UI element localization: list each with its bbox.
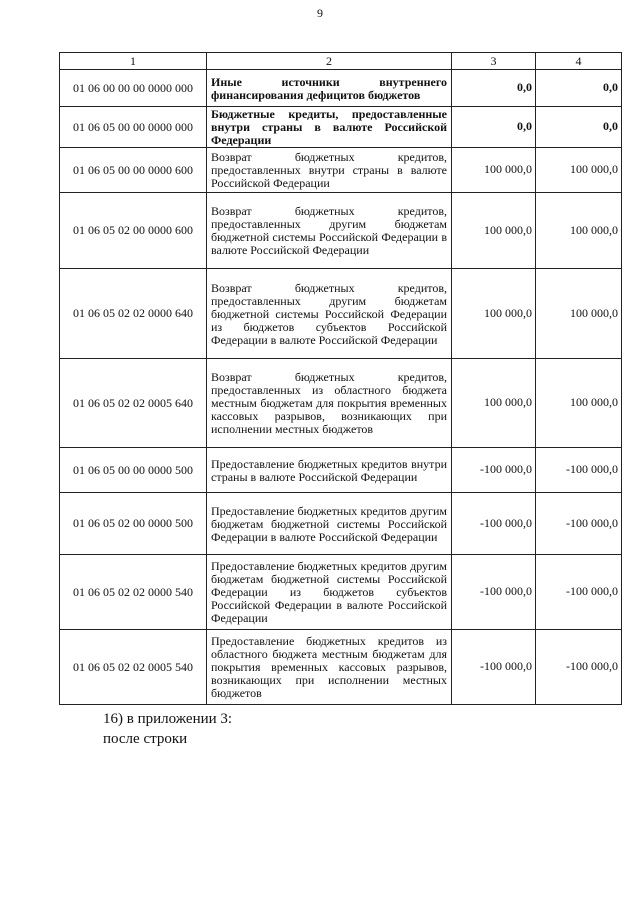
budget-code-cell: 01 06 05 00 00 0000 500 xyxy=(60,448,207,493)
amount-col4-cell: 0,0 xyxy=(536,107,622,148)
table-row xyxy=(60,630,622,705)
table-header-row xyxy=(60,53,622,70)
column-header-4: 4 xyxy=(536,53,622,70)
amount-col3-cell: -100 000,0 xyxy=(452,448,536,493)
column-header-2: 2 xyxy=(207,53,452,70)
source-name-cell: Возврат бюджетных кредитов, предоставленных из областного бюджета местным бюджетам для покрытия временных кассовых разрывов, возникающих при исполнении местных бюджетов xyxy=(207,359,452,448)
table-row xyxy=(60,148,622,193)
source-name-cell: Предоставление бюджетных кредитов другим бюджетам бюджетной системы Российской Федерации в валюте Российской Федерации xyxy=(207,493,452,555)
table-row xyxy=(60,493,622,555)
table-row xyxy=(60,448,622,493)
amount-col4-cell: 100 000,0 xyxy=(536,269,622,359)
amendment-item-label: 16) в приложении 3: xyxy=(103,711,233,727)
amount-col4-cell: -100 000,0 xyxy=(536,630,622,705)
amount-col3-cell: 100 000,0 xyxy=(452,359,536,448)
budget-code-cell: 01 06 05 02 02 0005 540 xyxy=(60,630,207,705)
amount-col4-cell: 100 000,0 xyxy=(536,193,622,269)
amount-col3-cell: -100 000,0 xyxy=(452,555,536,630)
amount-col3-cell: 100 000,0 xyxy=(452,193,536,269)
amount-col4-cell: -100 000,0 xyxy=(536,493,622,555)
amount-col4-cell: -100 000,0 xyxy=(536,448,622,493)
budget-code-cell: 01 06 00 00 00 0000 000 xyxy=(60,70,207,107)
amendment-after-row-text: после строки xyxy=(103,731,188,747)
source-name-cell: Возврат бюджетных кредитов, предоставленных другим бюджетам бюджетной системы Российской Федерации в валюте Российской Федерации xyxy=(207,193,452,269)
source-name-cell: Предоставление бюджетных кредитов другим бюджетам бюджетной системы Российской Федерации из бюджетов субъектов Российской Федерации в валюте Российской Федерации xyxy=(207,555,452,630)
source-name-cell: Предоставление бюджетных кредитов внутри страны в валюте Российской Федерации xyxy=(207,448,452,493)
table-row xyxy=(60,555,622,630)
budget-code-cell: 01 06 05 02 00 0000 500 xyxy=(60,493,207,555)
column-header-3: 3 xyxy=(452,53,536,70)
amount-col4-cell: 0,0 xyxy=(536,70,622,107)
source-name-cell: Предоставление бюджетных кредитов из областного бюджета местным бюджетам для покрытия временных кассовых разрывов, возникающих при исполнении местных бюджетов xyxy=(207,630,452,705)
amount-col3-cell: -100 000,0 xyxy=(452,493,536,555)
amount-col4-cell: 100 000,0 xyxy=(536,359,622,448)
table-row xyxy=(60,359,622,448)
budget-code-cell: 01 06 05 00 00 0000 600 xyxy=(60,148,207,193)
amount-col3-cell: 100 000,0 xyxy=(452,148,536,193)
budget-table xyxy=(59,52,622,705)
amount-col4-cell: -100 000,0 xyxy=(536,555,622,630)
budget-code-cell: 01 06 05 00 00 0000 000 xyxy=(60,107,207,148)
table-row xyxy=(60,193,622,269)
source-name-cell: Бюджетные кредиты, предоставленные внутри страны в валюте Российской Федерации xyxy=(207,107,452,148)
page-number: 9 xyxy=(317,6,323,20)
budget-code-cell: 01 06 05 02 02 0000 640 xyxy=(60,269,207,359)
amount-col3-cell: 0,0 xyxy=(452,107,536,148)
budget-code-cell: 01 06 05 02 02 0000 540 xyxy=(60,555,207,630)
source-name-cell: Иные источники внутреннего финансирования дефицитов бюджетов xyxy=(207,70,452,107)
table-row xyxy=(60,107,622,148)
table-body xyxy=(60,70,622,705)
table-row xyxy=(60,269,622,359)
budget-code-cell: 01 06 05 02 02 0005 640 xyxy=(60,359,207,448)
budget-code-cell: 01 06 05 02 00 0000 600 xyxy=(60,193,207,269)
source-name-cell: Возврат бюджетных кредитов, предоставленных другим бюджетам бюджетной системы Российской Федерации из бюджетов субъектов Российской Федерации в валюте Российской Федерации xyxy=(207,269,452,359)
amount-col4-cell: 100 000,0 xyxy=(536,148,622,193)
amount-col3-cell: 0,0 xyxy=(452,70,536,107)
table-row xyxy=(60,70,622,107)
source-name-cell: Возврат бюджетных кредитов, предоставленных внутри страны в валюте Российской Федерации xyxy=(207,148,452,193)
amount-col3-cell: -100 000,0 xyxy=(452,630,536,705)
column-header-1: 1 xyxy=(60,53,207,70)
amount-col3-cell: 100 000,0 xyxy=(452,269,536,359)
